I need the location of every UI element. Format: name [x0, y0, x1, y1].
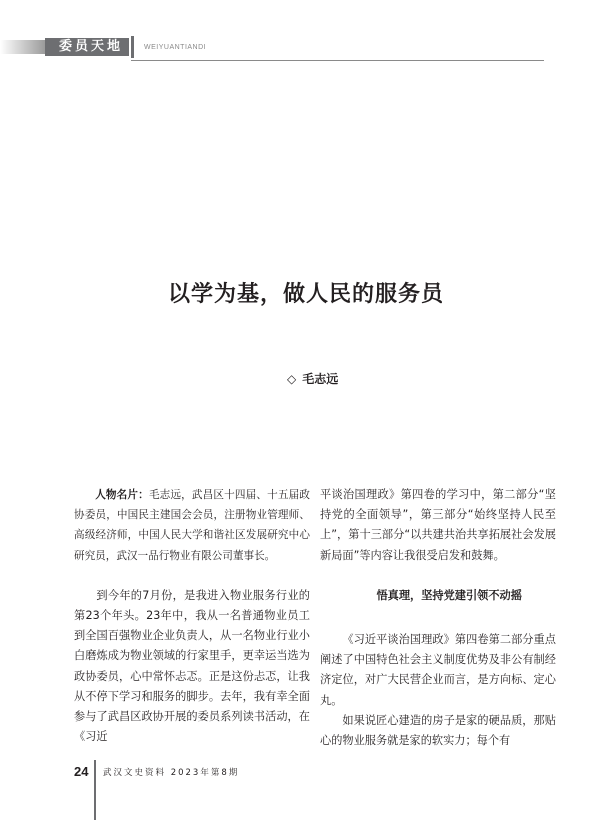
header-rule — [131, 60, 544, 61]
body-paragraph: 到今年的7月份，是我进入物业服务行业的第23个年头。23年中，我从一名普通物业员工到全国百强物业企业负责人，从一名物业行业小白磨炼成为物业领域的行家里手，更幸运当选为政协委员，心中常怀忐忑。正是这份忐忑，让我从不停下学习和服务的脚步。去年，我有幸全面参与了武昌区政协开展的委员系列读书活动，在《习近 — [74, 588, 310, 744]
section-pinyin: WEIYUANTIANDI — [144, 44, 207, 51]
author-bio — [74, 485, 310, 566]
body-paragraph: 如果说匠心建造的房子是家的硬品质，那贴心的物业服务就是家的软实力；每个有 — [320, 713, 556, 748]
body-paragraph: 《习近平谈治国理政》第四卷第二部分重点阐述了中国特色社会主义制度优势及非公有制经济定位，对广大民营企业而言，是方向标、定心丸。 — [320, 633, 556, 707]
header-separator — [131, 36, 134, 58]
journal-name: 武汉文史资料 2023年第8期 — [103, 768, 240, 778]
bio-text: 毛志远，武昌区十四届、十五届政协委员，中国民主建国会会员，注册物业管理师、高级经济师，中国人民大学和谐社区发展研究中心研究员，武汉一品行物业有限公司董事长。 — [74, 489, 311, 562]
left-column — [74, 485, 310, 747]
article-title: 以学为基，做人民的服务员 — [167, 280, 444, 307]
bio-label: 人物名片： — [95, 489, 149, 501]
page-header — [0, 32, 612, 64]
body-paragraph: 平谈治国理政》第四卷的学习中，第二部分“坚持党的全面领导”，第三部分“始终坚持人民至上”，第十三部分“以共建共治共享拓展社会发展新局面”等内容让我很受启发和鼓舞。 — [320, 488, 556, 562]
right-column — [320, 485, 556, 751]
page-number: 24 — [74, 764, 89, 779]
author-line — [287, 370, 338, 387]
header-gradient-strip — [0, 40, 45, 54]
section-label: 委员天地 — [45, 38, 129, 56]
footer-rule — [94, 760, 96, 820]
section-heading: 悟真理，坚持党建引领不动摇 — [376, 588, 522, 602]
author-name: 毛志远 — [302, 372, 339, 386]
diamond-icon: ◇ — [287, 372, 297, 386]
